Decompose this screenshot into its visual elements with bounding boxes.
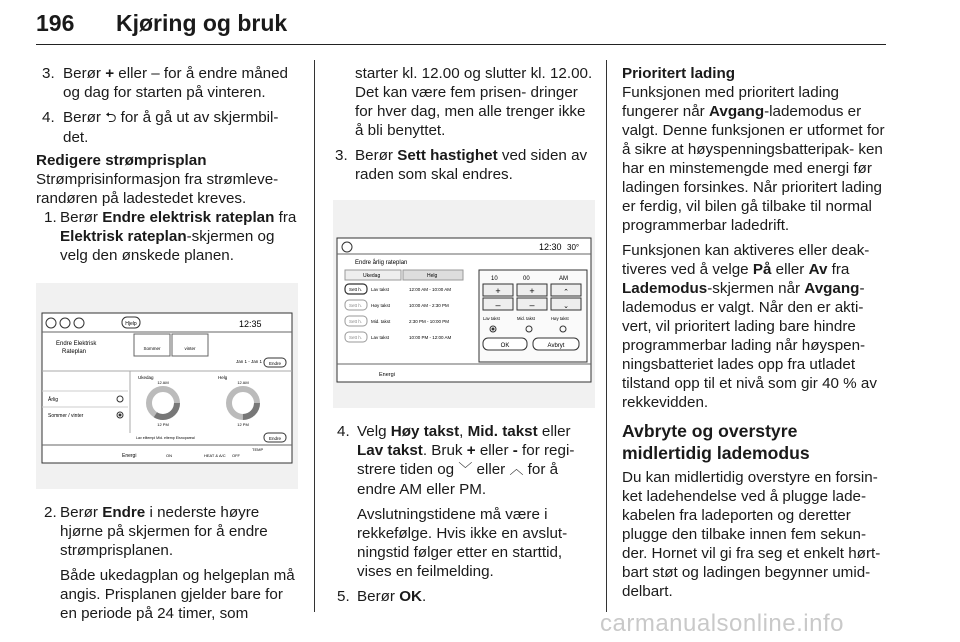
svg-text:Avbryt: Avbryt [547,343,565,349]
svg-text:Helg: Helg [427,273,438,279]
svg-text:Energi: Energi [122,453,137,459]
svg-text:Høy takst: Høy takst [551,316,569,321]
svg-text:30°: 30° [567,243,580,252]
back-arrow-icon: ⮌ [105,110,117,126]
svg-text:Sommer / vinter: Sommer / vinter [48,413,84,419]
svg-text:⌄: ⌄ [563,303,569,310]
chevron-down-icon: ﹀ [458,462,473,478]
step-4b-para: Avslutningstidene må være i rekkefølge. Hvis ikke en avslut- ningstid følger etter en starttid, vises en feilmelding. [357,506,568,580]
svg-text:Mid. takst: Mid. takst [517,316,535,321]
svg-text:HEAT & A/C: HEAT & A/C [204,453,226,458]
svg-text:OFF: OFF [232,453,240,458]
svg-text:Lav takst: Lav takst [483,316,500,321]
priority-para-1: Funksjonen med prioritert lading fungerer når Avgang-lademodus er valgt. Denne funksjonen er utformet for å sikre at høyspenningsbatteripak- ken har en minstemengde med energi før ladingen forsinkes. Når prioritert lading er ferdig, vil bilen gå tilbake til normal programmerbar ladedrift. [622,84,885,234]
svg-text:Mid. takst: Mid. takst [371,319,391,324]
svg-text:Jan 1 - Jan 1: Jan 1 - Jan 1 [236,359,263,364]
svg-text:10:00 AM - 2:30 PM: 10:00 AM - 2:30 PM [409,303,449,308]
svg-text:12 AM: 12 AM [157,380,169,385]
column-divider-1 [314,60,315,612]
column-3 [622,64,886,601]
svg-text:OK: OK [500,343,510,349]
column-2 [333,64,597,606]
svg-text:+: + [529,286,535,296]
section-text: Strømprisinformasjon fra strømleve- randøren på ladestedet kreves. [36,171,279,207]
svg-text:Endre: Endre [268,436,282,441]
svg-text:Ukedag: Ukedag [138,375,154,380]
svg-text:12 PM: 12 PM [237,422,249,427]
svg-text:Lav takst: Lav takst [371,335,390,340]
page-title: Kjøring og bruk [116,10,288,36]
svg-text:AM: AM [559,276,568,282]
svg-text:12 PM: 12 PM [157,422,169,427]
svg-text:Sommer: Sommer [143,346,161,351]
step-1: 1. Berør Endre elektrisk rateplan fra Elektrisk rateplan-skjermen og velg den ønskede planen. [44,209,297,264]
override-para: Du kan midlertidig overstyre en forsin- ket ladehendelse ved å plugge lade- kabelen fra ladeporten og deretter plugge den tilbake innen fem sekun- der. Hornet vil gi fra seg et enkelt hørt- bart støt og ladingen begynner umid- delbart. [622,469,881,600]
step-3b: 3. Berør Sett hastighet ved siden av raden som skal endres. [335,147,588,183]
step-2: 2. Berør Endre i nederste høyre hjørne på skjermen for å endre strømprisplanen. [44,504,268,559]
svg-text:⌃: ⌃ [563,289,569,296]
priority-para-2: Funksjonen kan aktiveres eller deak- tiveres ved å velge På eller Av fra Lademodus-skjermen når Avgang- lademodus er valgt. Når den er akti- vert, vil prioritert lading bare hindre programmerbar lading når høyspen- ningsbatteriet lades opp fra utladet tilstand opp til et nivå som gir 40 % av rekkevidden. [622,242,877,411]
screen-title: Endre årlig rateplan [355,260,408,266]
rate-plan-screen-svg [36,283,298,489]
svg-text:Årlig: Årlig [48,397,59,403]
svg-text:vinter: vinter [184,346,196,351]
svg-text:Helg: Helg [218,375,228,380]
svg-text:TEMP: TEMP [252,447,264,452]
continued-text: starter kl. 12.00 og slutter kl. 12.00. Det kan være fem prisen- dringer for hver dag, men alle trenger ikke å bli benyttet. [355,65,593,139]
svg-text:Endre: Endre [268,361,282,366]
svg-text:Energi: Energi [379,372,395,378]
step-4: 4. Berør ⮌ for å gå ut av skjermbil- det. [42,109,279,146]
priority-title: Prioritert lading [622,65,736,82]
svg-text:12:00 AM - 10:00 AM: 12:00 AM - 10:00 AM [409,287,452,292]
screen-title-2: Rateplan [62,349,87,355]
screenshot-edit-plan [333,200,595,408]
svg-text:+: + [495,286,501,296]
svg-text:–: – [529,300,535,310]
column-1 [36,64,300,623]
edit-plan-screen-svg [333,200,595,408]
screen-title-1: Endre Elektrisk [56,341,97,347]
svg-text:Lav takst: Lav takst [371,287,390,292]
step-5: 5. Berør OK. [337,588,427,605]
step-3: 3. Berør + eller – for å endre måned og dag for starten på vinteren. [42,65,288,101]
step-2-para: Både ukedagplan og helgeplan må angis. Prisplanen gjelder bare for en periode på 24 timer, som [60,567,295,622]
svg-text:10: 10 [491,276,498,282]
page-number: 196 [36,10,75,36]
svg-text:10:00 PM - 12:00 AM: 10:00 PM - 12:00 AM [409,335,452,340]
help-label: Hjelp [125,321,137,327]
step-4b: 4. Velg Høy takst, Mid. takst eller Lav takst. Bruk + eller - for regi- strere tiden og ﹀ eller ︿ for å endre AM eller PM. [337,423,575,498]
svg-text:Sett h.: Sett h. [349,335,363,340]
svg-text:Sett h.: Sett h. [349,287,363,292]
page-header [36,4,886,45]
section-heading: Avbryte og overstyre midlertidig lademodus [622,421,810,463]
watermark: carmanualsonline.info [600,610,844,637]
svg-text:Høy takst: Høy takst [371,303,391,308]
svg-text:12 AM: 12 AM [237,380,249,385]
svg-text:Ukedag: Ukedag [363,273,381,279]
svg-text:2:30 PM - 10:00 PM: 2:30 PM - 10:00 PM [409,319,450,324]
svg-text:Sett h.: Sett h. [349,319,363,324]
screenshot-rate-plan [36,283,298,489]
clock: 12:35 [239,319,262,329]
column-divider-2 [606,60,607,612]
clock: 12:30 [539,242,562,252]
section-title: Redigere strømprisplan [36,152,207,169]
svg-text:ON: ON [166,453,172,458]
svg-text:Lav elltempi Mid. eltemp E: Lav elltempi Mid. eltemp Elsnopareal [136,436,195,440]
svg-text:Sett h.: Sett h. [349,303,363,308]
svg-text:00: 00 [523,276,530,282]
svg-text:–: – [495,300,501,310]
chevron-up-icon: ︿ [509,462,524,478]
